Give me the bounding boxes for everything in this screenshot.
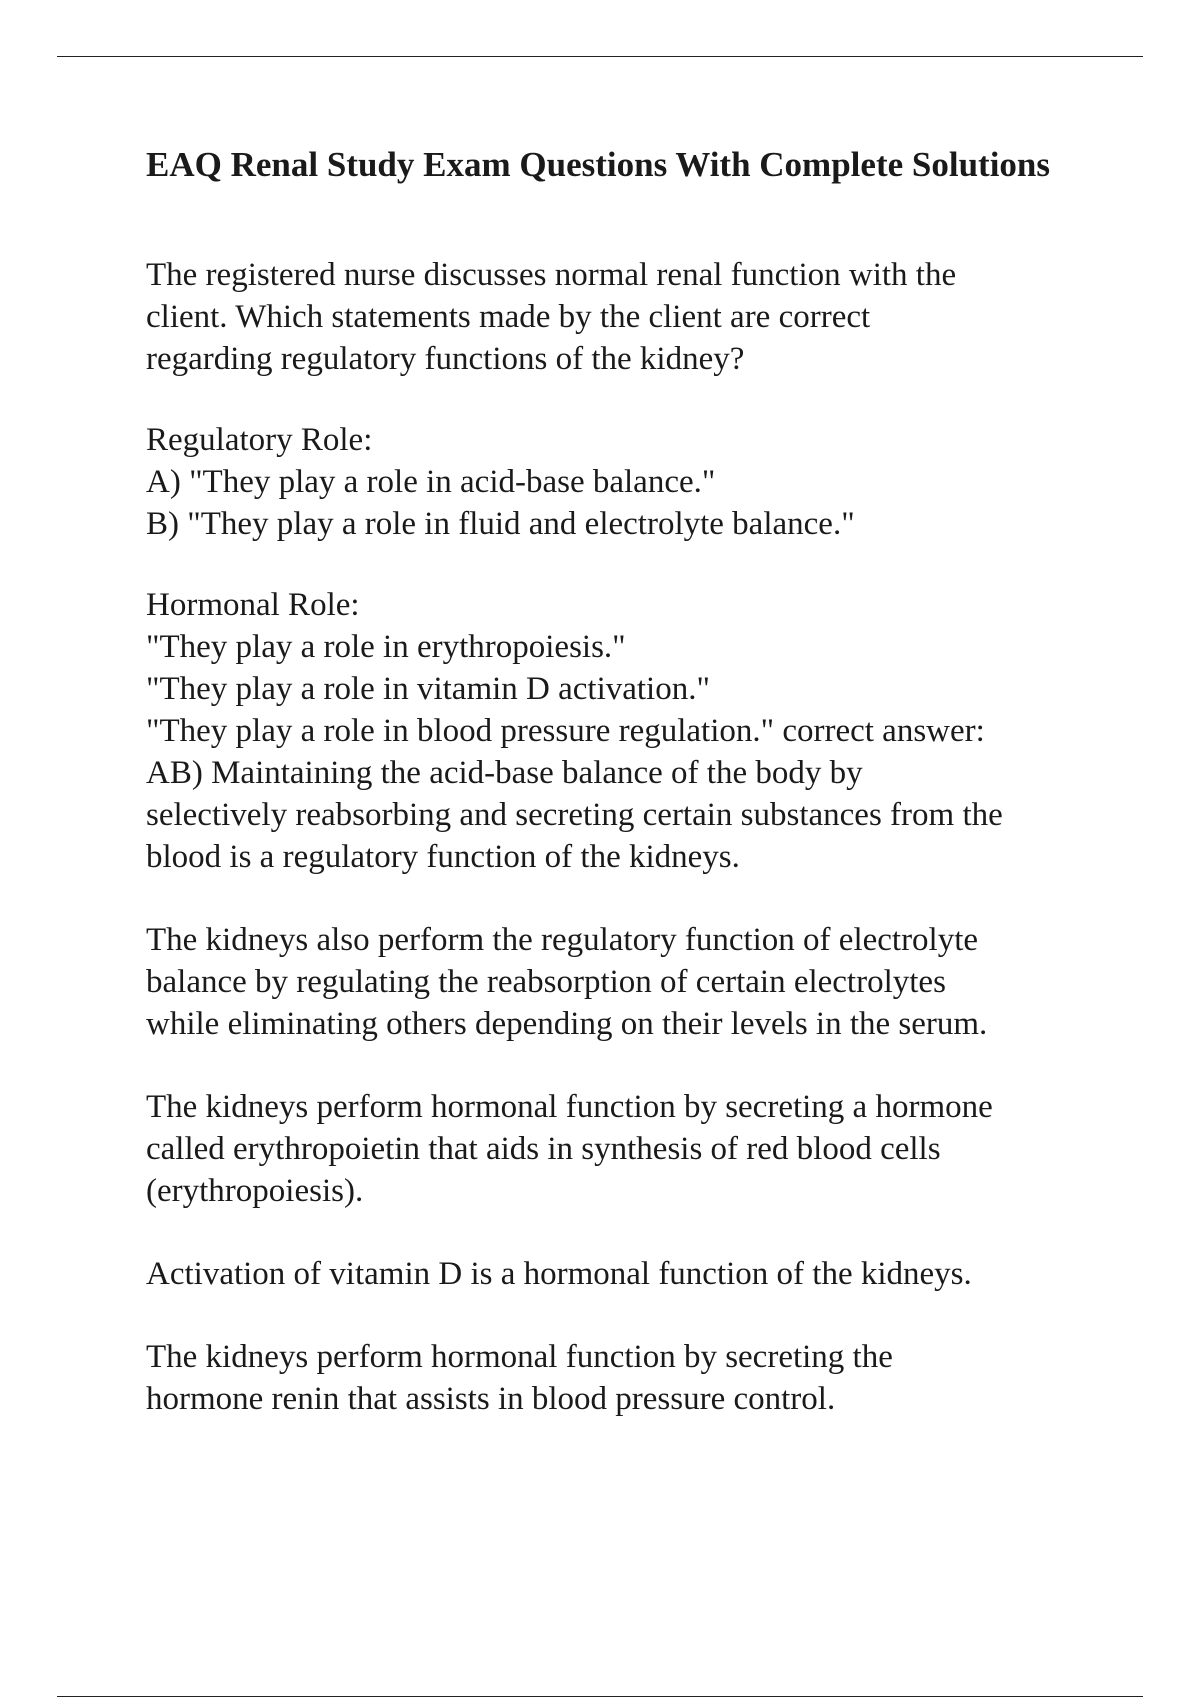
explanation-line: The kidneys perform hormonal function by secreting a hormone — [146, 1089, 993, 1125]
answer-option-b: B) "They play a role in fluid and electrolyte balance." — [146, 506, 855, 542]
answer-option-a: A) "They play a role in acid-base balance." — [146, 464, 716, 500]
regulatory-role-heading: Regulatory Role: — [146, 422, 373, 458]
question-text — [146, 254, 1106, 380]
question-line: regarding regulatory functions of the kidney? — [146, 341, 745, 377]
answer-explanation-line: AB) Maintaining the acid-base balance of the body by — [146, 755, 863, 791]
hormonal-role-section — [146, 584, 1106, 878]
hormonal-option: "They play a role in vitamin D activation." — [146, 671, 710, 707]
answer-explanation-line: blood is a regulatory function of the kidneys. — [146, 839, 740, 875]
footer-rule — [57, 1696, 1143, 1697]
document-title: EAQ Renal Study Exam Questions With Complete Solutions — [146, 145, 1051, 184]
explanation-line: (erythropoiesis). — [146, 1173, 364, 1209]
explanation-line: Activation of vitamin D is a hormonal function of the kidneys. — [146, 1256, 972, 1292]
hormonal-option: "They play a role in erythropoiesis." — [146, 629, 626, 665]
question-line: The registered nurse discusses normal renal function with the — [146, 257, 957, 293]
explanation-paragraph — [146, 1253, 1106, 1295]
explanation-line: balance by regulating the reabsorption of certain electrolytes — [146, 964, 946, 1000]
answer-explanation-line: selectively reabsorbing and secreting certain substances from the — [146, 797, 1003, 833]
explanation-line: while eliminating others depending on their levels in the serum. — [146, 1006, 988, 1042]
hormonal-role-heading: Hormonal Role: — [146, 587, 360, 623]
header-rule — [57, 56, 1143, 57]
explanation-line: The kidneys also perform the regulatory function of electrolyte — [146, 922, 979, 958]
explanation-line: The kidneys perform hormonal function by secreting the — [146, 1339, 893, 1375]
explanation-paragraph — [146, 1336, 1106, 1420]
explanation-paragraph — [146, 919, 1106, 1045]
document-body — [146, 143, 1106, 1420]
question-line: client. Which statements made by the client are correct — [146, 299, 871, 335]
hormonal-option: "They play a role in blood pressure regulation." correct answer: — [146, 713, 985, 749]
regulatory-role-section — [146, 419, 1106, 545]
explanation-line: called erythropoietin that aids in synthesis of red blood cells — [146, 1131, 941, 1167]
explanation-line: hormone renin that assists in blood pressure control. — [146, 1381, 836, 1417]
explanation-paragraph — [146, 1086, 1106, 1212]
